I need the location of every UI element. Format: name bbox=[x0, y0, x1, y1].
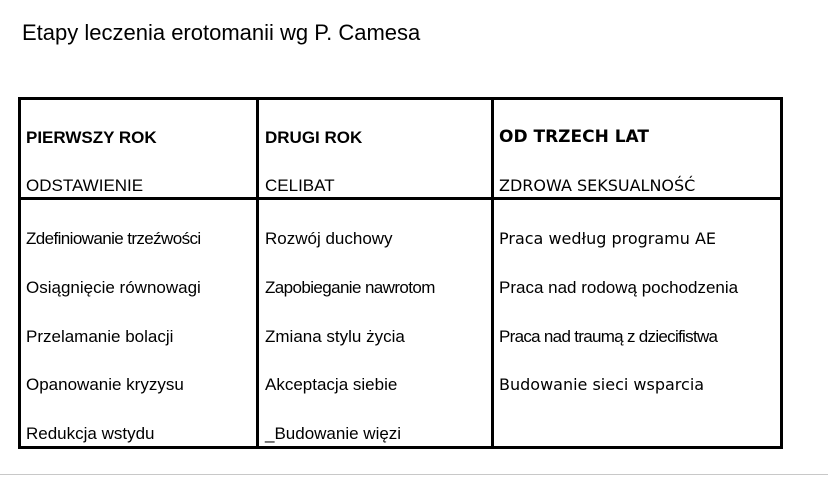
table-cell: Budowanie sieci wsparcia bbox=[499, 375, 705, 394]
table-cell: Praca według programu AE bbox=[499, 229, 717, 248]
column-divider-1 bbox=[256, 97, 259, 449]
column-subheading-2: CELIBAT bbox=[265, 176, 335, 195]
table-cell: Akceptacja siebie bbox=[265, 375, 398, 394]
table-cell: Osiągnięcie równowagi bbox=[26, 278, 201, 297]
header-divider bbox=[18, 197, 783, 200]
table-cell: Opanowanie kryzysu bbox=[26, 375, 184, 394]
table-cell: Rozwój duchowy bbox=[265, 229, 393, 248]
column-subheading-3: ZDROWA SEKSUALNOŚĆ bbox=[499, 176, 696, 195]
column-divider-2 bbox=[491, 97, 494, 449]
table-cell: Praca nad traumą z dziecifistwa bbox=[499, 327, 718, 346]
table-cell: Praca nad rodową pochodzenia bbox=[499, 278, 739, 297]
page-divider bbox=[0, 474, 828, 475]
column-heading-1: PIERWSZY ROK bbox=[26, 128, 157, 147]
table-cell: _Budowanie więzi bbox=[265, 424, 402, 443]
table-cell: Zmiana stylu życia bbox=[265, 327, 405, 346]
page-title: Etapy leczenia erotomanii wg P. Camesa bbox=[22, 20, 421, 45]
column-subheading-1: ODSTAWIENIE bbox=[26, 176, 144, 195]
column-heading-3: OD TRZECH LAT bbox=[499, 127, 649, 147]
column-heading-2: DRUGI ROK bbox=[265, 128, 363, 147]
table-cell: Zdefiniowanie trzeźwości bbox=[26, 229, 201, 248]
table-border bbox=[18, 97, 783, 449]
table-cell: Redukcja wstydu bbox=[26, 424, 155, 443]
table-cell: Przelamanie bolacji bbox=[26, 327, 174, 346]
table-cell: Zapobieganie nawrotom bbox=[265, 278, 435, 297]
